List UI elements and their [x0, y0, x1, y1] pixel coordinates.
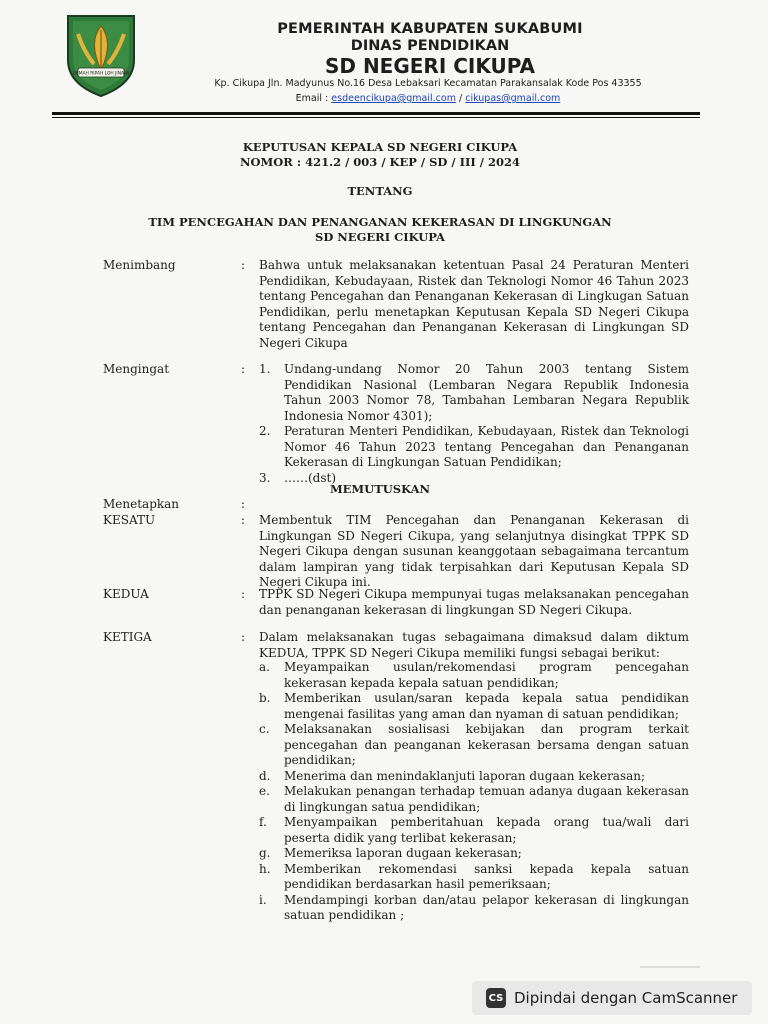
email-link-1[interactable]: esdeencikupa@gmail.com [331, 93, 456, 104]
memutuskan-heading: MEMUTUSKAN [329, 482, 431, 496]
email-label: Email : [295, 93, 332, 104]
list-item [259, 660, 689, 691]
camscanner-icon: CS [486, 988, 506, 1008]
list-item [259, 815, 689, 846]
list-item [259, 769, 689, 785]
kesatu-colon: : [241, 513, 246, 527]
kedua-text: TPPK SD Negeri Cikupa mempunyai tugas melaksanakan pencegahan dan penanganan kekerasan di lingkungan SD Negeri Cikupa. [259, 587, 689, 617]
department-name: DINAS PENDIDIKAN [350, 38, 510, 54]
kesatu-label: KESATU [103, 513, 156, 527]
list-text: Melaksanakan sosialisasi kebijakan dan program terkait pencegahan dan peanganan kekerasan bersama dengan satuan pendidikan; [284, 722, 689, 767]
ketiga-label: KETIGA [103, 630, 152, 644]
list-text: Undang-undang Nomor 20 Tahun 2003 tentang Sistem Pendidikan Nasional (Lembaran Negara Republik Indonesia Tahun 2003 Nomor 78, Tambahan Lembaran Negara Republik Indonesia Nomor 4301); [284, 362, 689, 423]
list-marker: 3. [259, 470, 271, 485]
kedua-label: KEDUA [103, 587, 149, 601]
kedua-colon: : [241, 587, 246, 601]
list-text: Menyampaikan pemberitahuan kepada orang tua/wali dari peserta didik yang terlibat kekerasan; [284, 815, 689, 845]
list-marker: h. [259, 861, 271, 876]
list-text: Memberikan usulan/saran kepada kepala satua pendidikan mengenai fasilitas yang aman dan nyaman di satuan pendidikan; [284, 691, 689, 721]
list-item [259, 424, 689, 471]
kabupaten-sukabumi-logo [64, 12, 138, 98]
menetapkan-colon: : [241, 497, 246, 511]
school-name: SD NEGERI CIKUPA [324, 54, 536, 78]
ketiga-list [259, 660, 689, 924]
government-name: PEMERINTAH KABUPATEN SUKABUMI [277, 21, 583, 37]
menimbang-colon: : [241, 258, 246, 272]
list-text: Memeriksa laporan dugaan kekerasan; [284, 846, 522, 860]
menimbang-label: Menimbang [103, 258, 176, 272]
list-marker: c. [259, 722, 270, 736]
list-marker: d. [259, 768, 271, 783]
kesatu-text: Membentuk TIM Pencegahan dan Penanganan Kekerasan di Lingkungan SD Negeri Cikupa, yang selanjutnya disingkat TPPK SD Negeri Cikupa dengan susunan keanggotaan sebagaimana tercantum dalam lampiran yang tidak terpisahkan dari Keputusan Kepala SD Negeri Cikupa ini. [259, 513, 689, 589]
email-separator: / [455, 93, 466, 104]
list-marker: a. [259, 660, 270, 674]
letterhead-rule-thin [52, 117, 700, 118]
list-marker: 2. [259, 424, 271, 438]
list-text: Meyampaikan usulan/rekomendasi program pencegahan kekerasan kepada kepala satuan pendidikan; [284, 660, 689, 690]
list-text: Memberikan rekomendasi sanksi kepada kepala satuan pendidikan berdasarkan hasil pemeriksaan; [284, 861, 689, 891]
decree-number: NOMOR : 421.2 / 003 / KEP / SD / III / 2024 [240, 155, 520, 169]
list-item [259, 691, 689, 722]
mengingat-list [259, 362, 689, 486]
list-item [259, 722, 689, 769]
list-item [259, 846, 689, 862]
menimbang-text: Bahwa untuk melaksanakan ketentuan Pasal 24 Peraturan Menteri Pendidikan, Kebudayaan, Ristek dan Teknologi Nomor 46 Tahun 2023 tentang Pencegahan dan Penanganan Kekerasan di Lingkugan Satuan Pendidikan, perlu menetapkan Keputusan Kepala SD Negeri Cikupa tentang Pencegahan dan Penanganan Kekerasan di Lingkungan SD Negeri Cikupa [259, 258, 689, 350]
decree-about: TENTANG [347, 184, 413, 198]
mengingat-label: Mengingat [103, 362, 170, 376]
list-marker: i. [259, 892, 267, 907]
list-item [259, 784, 689, 815]
school-email-line [168, 93, 688, 104]
list-text: Mendampingi korban dan/atau pelapor kekerasan di lingkungan satuan pendidikan ; [284, 892, 689, 922]
ketiga-colon: : [241, 630, 246, 644]
mengingat-colon: : [241, 362, 246, 376]
logo-motto: GEMAH RIPAH LOH JINAWI [72, 71, 130, 77]
list-marker: b. [259, 691, 271, 705]
list-item [259, 893, 689, 924]
list-text: Melakukan penangan terhadap temuan adanya dugaan kekerasan di lingkungan satua pendidikan; [284, 784, 689, 814]
list-item [259, 862, 689, 893]
school-address: Kp. Cikupa Jln. Madyunus No.16 Desa Lebaksari Kecamatan Parakansalak Kode Pos 43355 [214, 78, 642, 89]
list-marker: 1. [259, 362, 271, 376]
scan-smudge [640, 966, 700, 968]
list-text: Peraturan Menteri Pendidikan, Kebudayaan, Ristek dan Teknologi Nomor 46 Tahun 2023 tentang Pencegahan dan Penanganan Kekerasan di Lingkungan Satuan Pendidikan; [284, 424, 689, 469]
menetapkan-label: Menetapkan [103, 497, 180, 511]
camscanner-watermark [472, 981, 752, 1015]
list-text: ……(dst) [284, 470, 337, 485]
list-marker: f. [259, 815, 267, 829]
letterhead-rule-thick [52, 112, 700, 115]
list-marker: e. [259, 784, 270, 798]
decree-subject-line-1: TIM PENCEGAHAN DAN PENANGANAN KEKERASAN DI LINGKUNGAN [148, 215, 612, 229]
decree-title: KEPUTUSAN KEPALA SD NEGERI CIKUPA [242, 140, 518, 154]
ketiga-intro: Dalam melaksanakan tugas sebagaimana dimaksud dalam diktum KEDUA, TPPK SD Negeri Cikupa memiliki fungsi sebagai berikut: [259, 630, 689, 660]
list-marker: g. [259, 846, 271, 860]
list-item [259, 362, 689, 424]
email-link-2[interactable]: cikupas@gmail.com [465, 93, 561, 104]
list-text: Menerima dan menindaklanjuti laporan dugaan kekerasan; [284, 768, 646, 783]
decree-subject-line-2: SD NEGERI CIKUPA [315, 230, 445, 244]
camscanner-text: Dipindai dengan CamScanner [514, 989, 738, 1007]
